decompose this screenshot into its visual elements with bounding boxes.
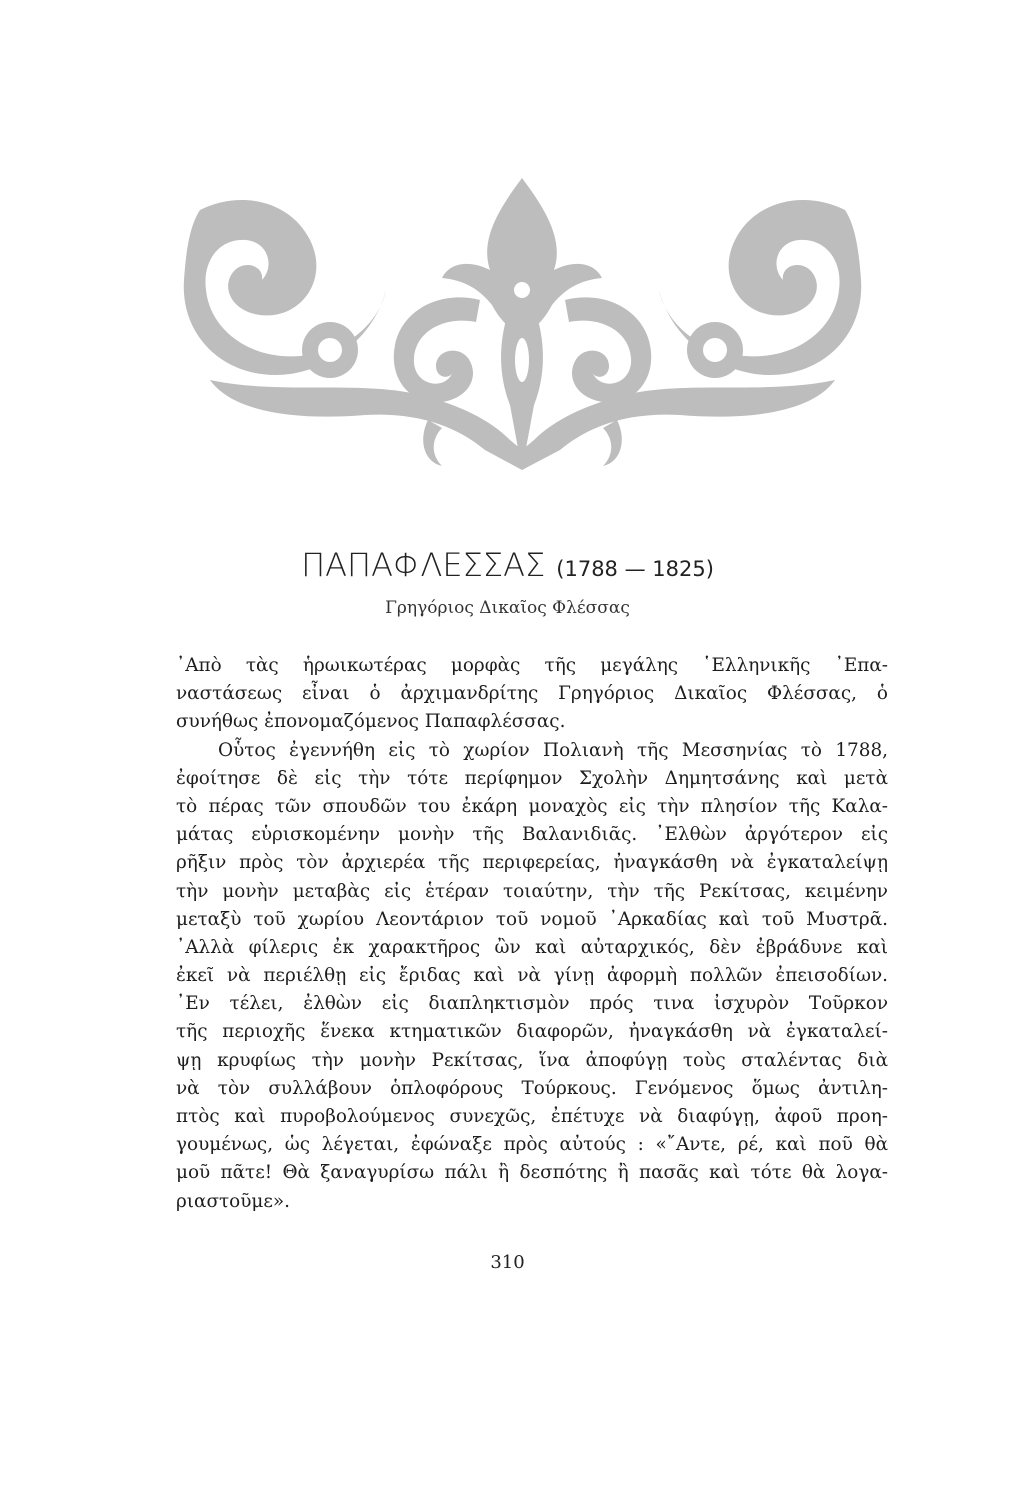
text-line: ᾿Αλλὰ φίλερις ἐκ χαρακτῆρος ὢν καὶ αὐταρχικός, δὲν ἐβράδυνε καὶ xyxy=(176,936,888,958)
text-line: ἐκεῖ νὰ περιέλθῃ εἰς ἔριδας καὶ νὰ γίνῃ ἀφορμὴ πολλῶν ἐπεισοδίων. xyxy=(176,965,888,987)
text-line: γουμένως, ὡς λέγεται, ἐφώναξε πρὸς αὐτούς : «῎Αντε, ρέ, καὶ ποῦ θὰ xyxy=(176,1134,888,1156)
chapter-heading xyxy=(0,546,1015,584)
text-line: μεταξὺ τοῦ χωρίου Λεοντάριον τοῦ νομοῦ ᾿Αρκαδίας καὶ τοῦ Μυστρᾶ. xyxy=(176,908,888,930)
text-line: μοῦ πᾶτε! Θὰ ξαναγυρίσω πάλι ἢ δεσπότης ἢ πασᾶς καὶ τότε θὰ λογα- xyxy=(176,1162,888,1184)
page-number: 310 xyxy=(490,1252,525,1273)
text-line: τὸ πέρας τῶν σπουδῶν του ἐκάρη μοναχὸς εἰς τὴν πλησίον τῆς Καλα- xyxy=(176,795,888,817)
chapter-title: ΠΑΠΑΦΛΕΣΣΑΣ xyxy=(301,546,546,584)
text-line: μάτας εὑρισκομένην μονὴν τῆς Βαλανιδιᾶς. ᾿Ελθὼν ἀργότερον εἰς xyxy=(176,824,888,846)
text-line: ψῃ κρυφίως τὴν μονὴν Ρεκίτσας, ἵνα ἀποφύγῃ τοὺς σταλέντας διὰ xyxy=(176,1049,888,1071)
text-line: τὴν μονὴν μεταβὰς εἰς ἑτέραν τοιαύτην, τὴν τῆς Ρεκίτσας, κειμένην xyxy=(176,880,888,902)
text-line: τῆς περιοχῆς ἕνεκα κτηματικῶν διαφορῶν, ἠναγκάσθη νὰ ἐγκαταλεί- xyxy=(176,1021,888,1043)
text-line: ρῆξιν πρὸς τὸν ἀρχιερέα τῆς περιφερείας, ἠναγκάσθη νὰ ἐγκαταλείψῃ xyxy=(176,852,888,874)
decorative-ornament-header xyxy=(180,170,865,475)
text-line: ᾿Εν τέλει, ἐλθὼν εἰς διαπληκτισμὸν πρός τινα ἰσχυρὸν Τοῦρκον xyxy=(176,993,888,1015)
chapter-subtitle: Γρηγόριος Δικαῖος Φλέσσας xyxy=(385,598,630,618)
text-line: ᾿Απὸ τὰς ἡρωικωτέρας μορφὰς τῆς μεγάλης ῾Ελληνικῆς ᾿Επα- xyxy=(176,655,888,676)
text-line: νὰ τὸν συλλάβουν ὁπλοφόρους Τούρκους. Γενόμενος ὅμως ἀντιλη- xyxy=(176,1077,888,1099)
text-line: Οὗτος ἐγεννήθη εἰς τὸ χωρίον Πολιανὴ τῆς Μεσσηνίας τὸ 1788, xyxy=(218,739,888,761)
text-line: συνήθως ἐπονομαζόμενος Παπαφλέσσας. xyxy=(176,711,566,733)
text-line: ἐφοίτησε δὲ εἰς τὴν τότε περίφημον Σχολὴν Δημητσάνης καὶ μετὰ xyxy=(176,767,888,789)
chapter-years: (1788 — 1825) xyxy=(556,557,714,581)
body-text xyxy=(176,652,888,1216)
text-line: πτὸς καὶ πυροβολούμενος συνεχῶς, ἐπέτυχε νὰ διαφύγῃ, ἀφοῦ προη- xyxy=(176,1106,888,1127)
text-line: ναστάσεως εἶναι ὁ ἀρχιμανδρίτης Γρηγόριος Δικαῖος Φλέσσας, ὁ xyxy=(176,683,888,705)
text-line: ριαστοῦμε». xyxy=(176,1190,290,1212)
